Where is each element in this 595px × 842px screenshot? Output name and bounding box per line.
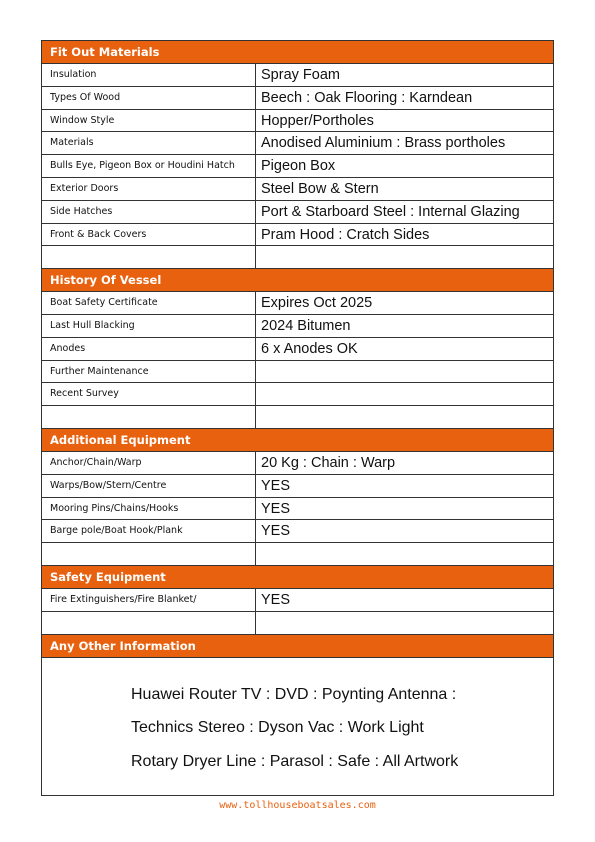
row-label — [42, 543, 256, 565]
row-label: Mooring Pins/Chains/Hooks — [42, 498, 256, 520]
other-information-box — [42, 657, 553, 795]
row-label — [42, 612, 256, 634]
row-value: Pigeon Box — [261, 158, 336, 175]
table-row-empty — [42, 405, 553, 428]
table-row — [42, 588, 553, 611]
row-value: YES — [261, 523, 291, 540]
table-row — [42, 291, 553, 314]
row-label: Anodes — [42, 338, 256, 360]
row-label: Window Style — [42, 110, 256, 132]
row-label — [42, 406, 256, 428]
row-value: Expires Oct 2025 — [261, 295, 373, 312]
row-value: 6 x Anodes OK — [261, 340, 358, 357]
other-info-line: Rotary Dryer Line : Parasol : Safe : All Artwork — [131, 752, 459, 770]
row-value: 2024 Bitumen — [261, 317, 351, 334]
section-header-safety: Safety Equipment — [42, 565, 553, 588]
row-label: Bulls Eye, Pigeon Box or Houdini Hatch — [42, 155, 256, 177]
row-label: Front & Back Covers — [42, 224, 256, 246]
row-value: Spray Foam — [261, 67, 340, 83]
row-value — [256, 361, 553, 383]
row-value — [256, 246, 553, 268]
table-row-empty — [42, 245, 553, 268]
row-label: Exterior Doors — [42, 178, 256, 200]
section-header-other: Any Other Information — [42, 634, 553, 657]
row-value: Hopper/Portholes — [261, 112, 374, 129]
row-label: Fire Extinguishers/Fire Blanket/ — [42, 589, 256, 611]
row-label: Materials — [42, 132, 256, 154]
row-label: Warps/Bow/Stern/Centre — [42, 475, 256, 497]
row-value: Pram Hood : Cratch Sides — [261, 226, 430, 243]
table-row — [42, 223, 553, 246]
row-value — [256, 406, 553, 428]
table-row — [42, 360, 553, 383]
row-label: Anchor/Chain/Warp — [42, 452, 256, 474]
row-value: Anodised Aluminium : Brass portholes — [261, 135, 506, 152]
other-info-line: Huawei Router TV : DVD : Poynting Antenna : — [131, 685, 457, 703]
row-label: Boat Safety Certificate — [42, 292, 256, 314]
table-row — [42, 86, 553, 109]
row-value: YES — [261, 500, 291, 517]
table-row — [42, 497, 553, 520]
table-row — [42, 177, 553, 200]
row-value: Beech : Oak Flooring : Karndean — [261, 89, 473, 106]
row-label: Types Of Wood — [42, 87, 256, 109]
table-row — [42, 154, 553, 177]
table-row — [42, 109, 553, 132]
row-value — [256, 543, 553, 565]
table-row — [42, 451, 553, 474]
row-label: Insulation — [42, 64, 256, 86]
row-value — [256, 383, 553, 405]
row-label: Further Maintenance — [42, 361, 256, 383]
table-row — [42, 382, 553, 405]
table-row — [42, 131, 553, 154]
row-label: Last Hull Blacking — [42, 315, 256, 337]
table-row — [42, 474, 553, 497]
section-header-history: History Of Vessel — [42, 268, 553, 291]
row-label: Barge pole/Boat Hook/Plank — [42, 520, 256, 542]
website-link[interactable]: www.tollhouseboatsales.com — [219, 800, 376, 811]
row-value: Steel Bow & Stern — [261, 180, 379, 197]
table-row — [42, 519, 553, 542]
section-header-additional: Additional Equipment — [42, 428, 553, 451]
row-value: 20 Kg : Chain : Warp — [261, 454, 396, 471]
table-row-empty — [42, 611, 553, 634]
row-value: YES — [261, 591, 291, 608]
row-value: Port & Starboard Steel : Internal Glazing — [261, 203, 520, 220]
row-label — [42, 246, 256, 268]
table-row — [42, 314, 553, 337]
table-row — [42, 63, 553, 86]
row-value: YES — [261, 477, 291, 494]
row-value — [256, 612, 553, 634]
section-header-fit-out: Fit Out Materials — [42, 40, 553, 63]
table-row — [42, 200, 553, 223]
table-row-empty — [42, 542, 553, 565]
row-label: Recent Survey — [42, 383, 256, 405]
other-info-line: Technics Stereo : Dyson Vac : Work Light — [131, 719, 424, 737]
row-label: Side Hatches — [42, 201, 256, 223]
table-row — [42, 337, 553, 360]
specification-sheet — [41, 40, 554, 796]
